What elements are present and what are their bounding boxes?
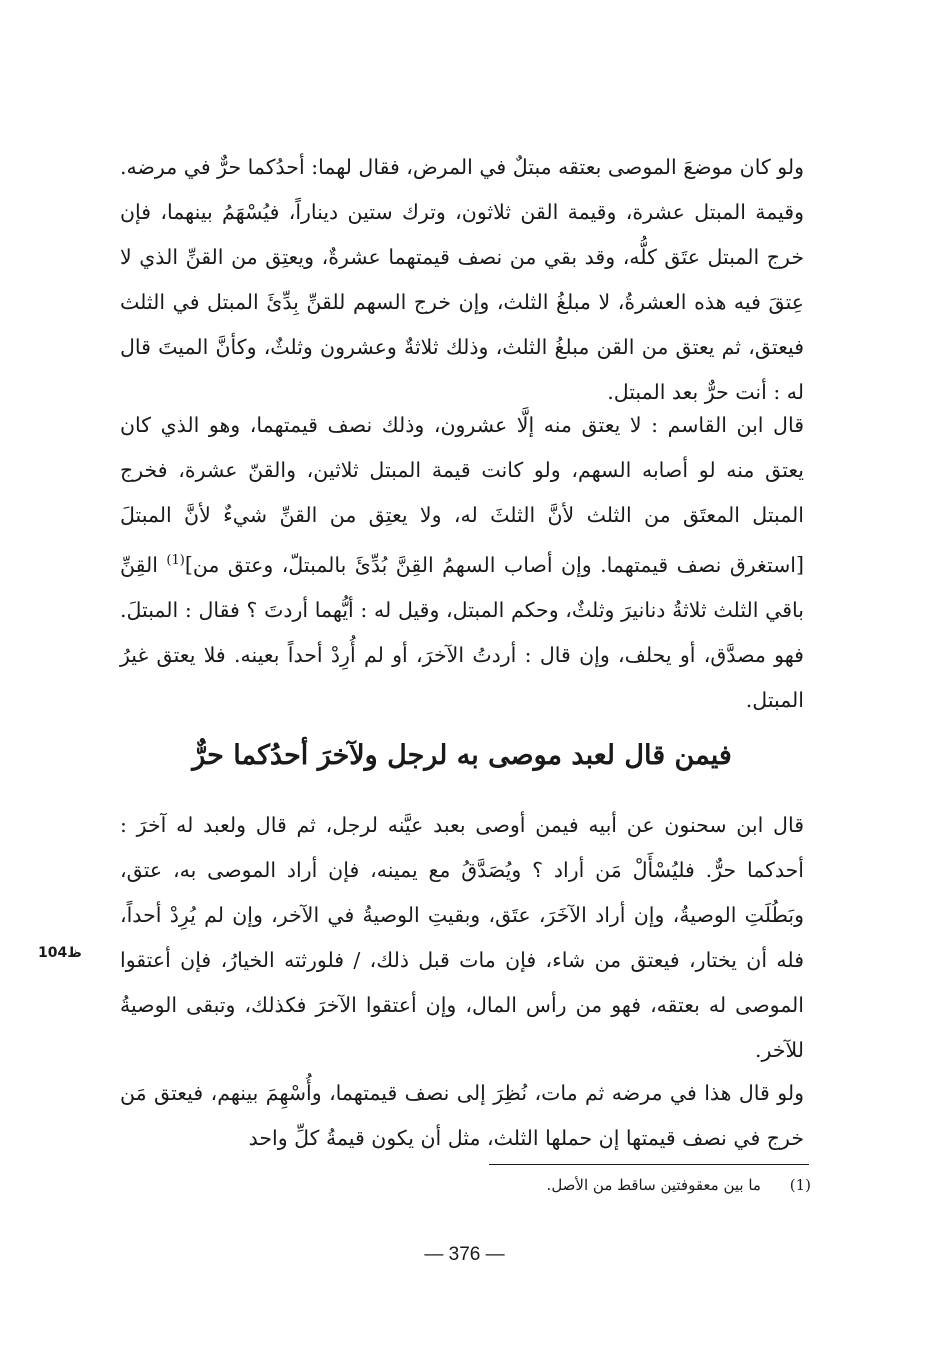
footnote-divider xyxy=(489,1164,809,1165)
footnote-text: ما بين معقوفتين ساقط من الأصل. xyxy=(546,1176,761,1194)
footnote xyxy=(547,1172,811,1198)
paragraph-4: ولو قال هذا في مرضه ثم مات، نُظِرَ إلى نصف قيمتهما، وأُسْهِمَ بينهم، فيعتق مَن خرج في نصف قيمتها إن حملها الثلث، مثل أن يكون قيمةُ كلِّ واحد xyxy=(120,1081,804,1150)
paragraph-2 xyxy=(120,403,804,723)
section-heading: فيمن قال لعبد موصى به لرجل ولآخرَ أحدُكما حرٌّ xyxy=(192,740,732,771)
paragraph-2-part-1: قال ابن القاسم : لا يعتق منه إلَّا عشرون، وذلك نصف قيمتهما، وهو الذي كان يعتق منه لو أصابه السهم، ولو كانت قيمة المبتل ثلاثين، والقنّ عشرة، فخرج المبتل المعتَق من الثلث لأنَّ الثلثَ له، ولا يعتِق من القنِّ شيءٌ لأنَّ المبتلَ [استغرق نصف قيمتهما. وإن أصاب السهمُ القِنَّ بُدِّئَ بالمبتلّ، وعتق من] xyxy=(120,413,804,577)
paragraph-2-part-2: القِنِّ باقي الثلث ثلاثةُ دنانيرَ وثلثٌ، وحكم المبتل، وقيل له : أيُّهما أردتَ ؟ فقال : المبتلَ. فهو مصدَّق، أو يحلف، وإن قال : أردتُ الآخرَ، أو لم أُرِدْ أحداً بعينه. فلا يعتق غيرُ المبتل. xyxy=(120,552,804,712)
margin-folio-note: ظ104 xyxy=(38,945,82,961)
footnote-number: (1) xyxy=(789,1176,811,1194)
footnote-reference: (1) xyxy=(166,553,185,568)
page-number: — 376 — xyxy=(424,1244,505,1265)
paragraph-1: ولو كان موضعَ الموصى بعتقه مبتلٌ في المرض، فقال لهما: أحدُكما حرٌّ في مرضه. وقيمة المبتل عشرة، وقيمة القن ثلاثون، وترك ستين ديناراً، فيُسْهَمُ بينهما، فإن خرج المبتل عتَق كلُّه، وقد بقي من نصف قيمتهما عشرةٌ، ويعتِق من القنِّ الذي لا عِتقَ فيه هذه العشرةُ، لا مبلغُ الثلث، وإن خرج السهم للقنِّ بِدِّئَ المبتل في الثلث فيعتق، ثم يعتق من القن مبلغُ الثلث، وذلك ثلاثةٌ وعشرون وثلثٌ، وكأنَّ الميتَ قال له : أنت حرٌّ بعد المبتل. xyxy=(120,155,804,404)
paragraph-3: قال ابن سحنون عن أبيه فيمن أوصى بعبد عيَّنه لرجل، ثم قال ولعبد له آخرَ : أحدكما حرٌّ. فليُسْأَلْ مَن أراد ؟ ويُصَدَّقُ مع يمينه، فإن أراد الموصى به، عتق، وبَطُلَتِ الوصيةُ، وإن أراد الآخَرَ، عتَق، وبقيتِ الوصيةُ في الآخر، وإن لم يُرِدْ أحداً، فله أن يختار، فيعتق من شاء، فإن مات قبل ذلك، / فلورثته الخيارُ، فإن أعتقوا الموصى له بعتقه، فهو من رأس المال، وإن أعتقوا الآخرَ فكذلك، وتبقى الوصيةُ للآخر. xyxy=(120,813,804,1062)
